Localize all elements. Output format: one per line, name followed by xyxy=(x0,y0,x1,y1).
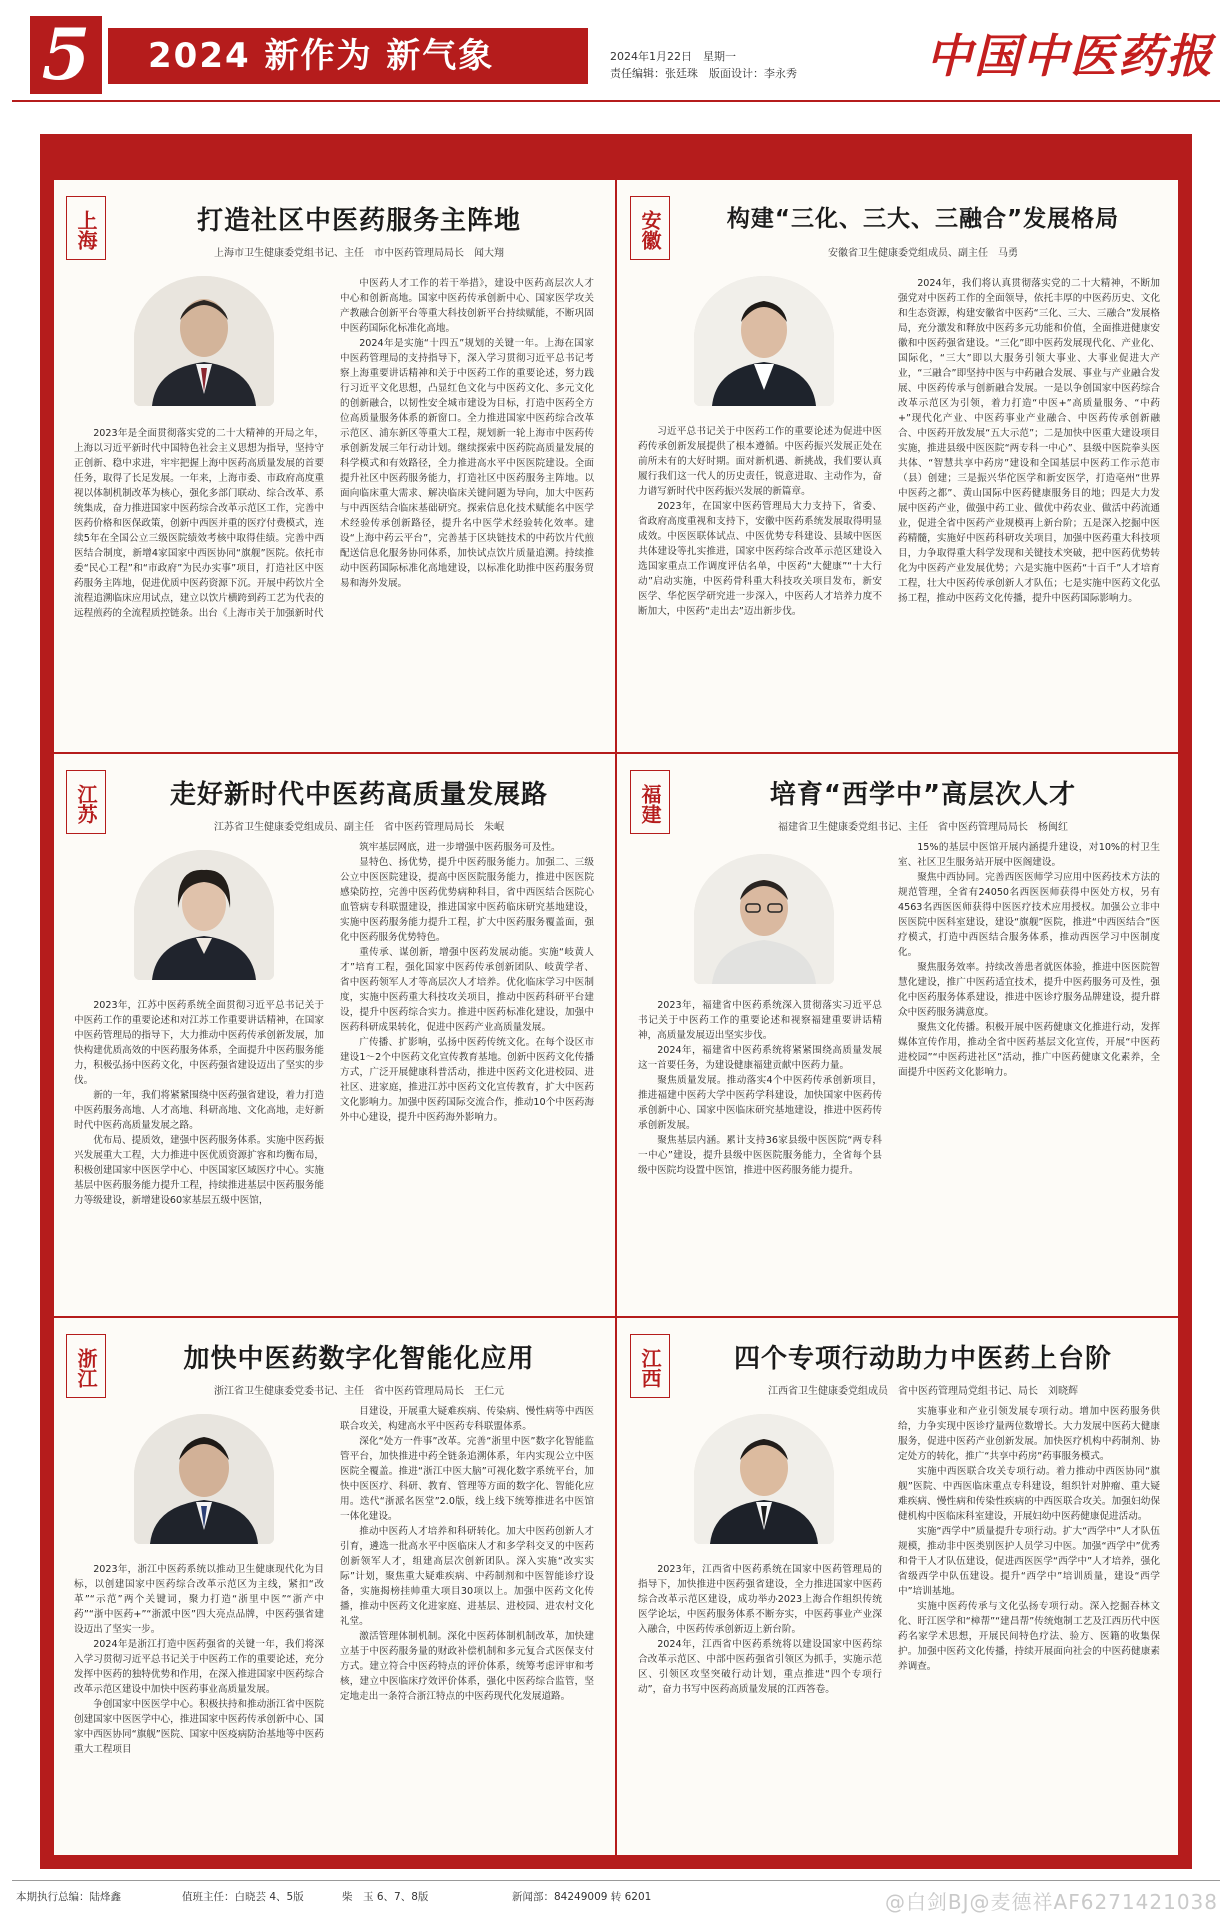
region-tag: 浙江 xyxy=(66,1334,106,1398)
article-byline: 江西省卫生健康委党组成员 省中医药管理局党组书记、局长 刘晓辉 xyxy=(768,1386,1078,1397)
article-shanghai xyxy=(54,180,614,750)
paragraph: 激活管理体制机制。深化中医药体制机制改革，加快建立基于中医药服务量的财政补偿机制和多元复合式医保支付方式。建立符合中医药特点的评价体系，统筹考虑评审和考核，建立中医临床疗效评价体系，强化中医药综合监管，坚定地走出一条符合浙江特点的中医药现代化发展道路。 xyxy=(340,1631,594,1702)
paragraph: 2023年，浙江中医药系统以推动卫生健康现代化为目标，以创建国家中医药综合改革示范区为主线，紧扣“改革”“示范”两个关键词，聚力打造“浙里中医”“浙产中药”“浙中医药+”“浙派中医”四大亮点品牌，中医药强省建设迈出了坚实一步。 xyxy=(74,1564,324,1635)
article-headline: 加快中医药数字化智能化应用 xyxy=(183,1344,535,1374)
paragraph: 目建设，开展重大疑难疾病、传染病、慢性病等中西医联合攻关，构建高水平中医药专科联盟体系。 xyxy=(340,1406,594,1432)
paragraph: 15%的基层中医馆开展内涵提升建设，对10%的村卫生室、社区卫生服务站开展中医阁建设。 xyxy=(898,842,1160,868)
paragraph: 2024年，江西省中医药系统将以建设国家中医药综合改革示范区、中部中医药强省引领区为抓手，实施示范区、引领区攻坚突破行动计划，重点推进“四个专项行动”，奋力书写中医药高质量发展的江西答卷。 xyxy=(638,1639,882,1695)
article-jiangxi xyxy=(618,1318,1178,1855)
page-number: 5 xyxy=(30,16,102,94)
date-line: 2024年1月22日 星期一 xyxy=(610,50,736,63)
paragraph: 新的一年，我们将紧紧围绕中医药强省建设，着力打造中医药服务高地、人才高地、科研高地、文化高地，走好新时代中医药高质量发展之路。 xyxy=(74,1090,324,1131)
author-portrait xyxy=(134,276,274,406)
paragraph: 习近平总书记关于中医药工作的重要论述为促进中医药传承创新发展提供了根本遵循。中医药振兴发展正处在前所未有的大好时期。面对新机遇、新挑战，我们要认真履行我们这一代人的历史责任，锐意进取、主动作为，奋力谱写新时代中医药振兴发展的新篇章。 xyxy=(638,426,882,497)
author-portrait xyxy=(694,854,834,984)
paragraph: 实施中医药传承与文化弘扬专项行动。深入挖掘吞林文化、盱江医学和“樟帮”“建昌帮”传统炮制工艺及江西历代中医药名家学术思想，开展民间特色疗法、验方、医籍的收集保护。加强中医药文化传播，持续开展面向社会的中医药健康素养调查。 xyxy=(898,1601,1160,1672)
article-body-col-1 xyxy=(74,426,324,736)
paragraph: 聚焦中西协同。完善西医医师学习应用中医药技术方法的规范管理，全省有24050名西医医师获得中医处方权，另有4563名西医医师获得中医医疗技术应用授权。加强公立非中医医院中医科室建设，建设“旗舰”医院，推进“中西医结合”医疗模式，打造中西医结合服务体系，推动西医学习中医制度化。 xyxy=(898,872,1160,958)
article-body-col-2 xyxy=(340,840,594,1302)
article-body-col-2 xyxy=(340,1404,594,1844)
portrait-silhouette-icon xyxy=(134,850,274,980)
region-tag: 福建 xyxy=(630,770,670,834)
article-headline: 构建“三化、三大、三融合”发展格局 xyxy=(726,206,1120,232)
portrait-silhouette-icon xyxy=(134,1414,274,1544)
paragraph: 聚焦服务效率。持续改善患者就医体验，推进中医医院智慧化建设，推广中医药适宜技术，提升中医药服务可及性，强化中医药服务体系建设，推进中医诊疗服务品牌建设，提升群众中医药服务满意度。 xyxy=(898,962,1160,1018)
paragraph: 广传播、扩影响，弘扬中医药传统文化。在每个设区市建设1～2个中医药文化宣传教育基地。创新中医药文化传播方式，广泛开展健康科普活动，推进中医药文化进校园、进社区、进家庭，推进江苏中医药文化宣传教育，扩大中医药文化影响力。加强中医药国际交流合作，推动10个中医药海外中心建设，提升中医药海外影响力。 xyxy=(340,1037,594,1123)
watermark-text: @白剑BJ@麦德祥AF6271421038 xyxy=(884,1890,1218,1914)
paragraph: 实施“西学中”质量提升专项行动。扩大“西学中”人才队伍规模，推动非中医类别医护人员学习中医。加强“西学中”优秀和骨干人才队伍建设，促进西医医学“西学中”人才培养，强化省级西学中队伍建设。提升“西学中”培训质量，建设“西学中”培训基地。 xyxy=(898,1526,1160,1597)
portrait-silhouette-icon xyxy=(694,276,834,406)
paper-name-logo: 中国中医药报 xyxy=(926,29,1214,83)
article-body-col-2 xyxy=(898,276,1160,736)
paragraph: 2024年是浙江打造中医药强省的关键一年，我们将深入学习贯彻习近平总书记关于中医药工作的重要论述，充分发挥中医药的独特优势和作用，在深入推进国家中医药综合改革示范区建设中加快中医药事业高质量发展。 xyxy=(74,1639,324,1695)
article-byline: 上海市卫生健康委党组书记、主任 市中医药管理局局长 闻大翔 xyxy=(214,248,504,259)
paragraph: 2023年，福建省中医药系统深入贯彻落实习近平总书记关于中医药工作的重要论述和视察福建重要讲话精神，高质量发展迈出坚实步伐。 xyxy=(638,1000,882,1041)
paragraph: 优布局、提质效，建强中医药服务体系。实施中医药振兴发展重大工程，大力推进中医优质资源扩容和均衡布局，积极创建国家中医医学中心、中医国家区域医疗中心。实施基层中医药服务能力提升工程，持续推进基层中医药服务能力等级建设，新增建设60家基层五级中医馆， xyxy=(74,1135,324,1206)
article-byline: 浙江省卫生健康委党委书记、主任 省中医药管理局局长 王仁元 xyxy=(214,1386,504,1397)
paragraph: 聚焦文化传播。积极开展中医药健康文化推进行动，发挥媒体宣传作用，推动全省中医药基层文化宣传，开展“中医药进校园”“中医药进社区”活动，推广中医药健康文化素养，全面提升中医药文化影响力。 xyxy=(898,1022,1160,1078)
article-body-col-2 xyxy=(340,276,594,736)
article-headline: 打造社区中医药服务主阵地 xyxy=(196,206,521,236)
section-title: 2024 新作为 新气象 xyxy=(108,28,588,84)
feature-panel xyxy=(40,134,1192,1869)
article-jiangsu xyxy=(54,754,614,1314)
paragraph: 2024年，福建省中医药系统将紧紧围绕高质量发展这一首要任务，为建设健康福建贡献中医药力量。 xyxy=(638,1045,882,1071)
paragraph: 重传承、谋创新，增强中医药发展动能。实施“岐黄人才”培育工程，强化国家中医药传承创新团队、岐黄学者、省中医药领军人才等高层次人才培养。优化临床学习中医制度，实施中医药重大科技攻关项目，推动中医药科研平台建设，提升中医药综合实力。推进中医药标准化建设，加强中医药科研成果转化，促进中医药产业高质量发展。 xyxy=(340,947,594,1033)
portrait-silhouette-icon xyxy=(134,276,274,406)
footer-duty-1: 值班主任：白晓芸 4、5版 xyxy=(182,1891,304,1903)
article-anhui xyxy=(618,180,1178,750)
paragraph: 推动中医药人才培养和科研转化。加大中医药创新人才引育，遴选一批高水平中医临床人才和多学科交叉的中医药创新领军人才，组建高层次创新团队。深入实施“改实实际”计划，聚焦重大疑难疾病、中药制剂和中医智能诊疗设备，实施揭榜挂帅重大项目30项以上。加强中医药文化传播，推动中医药文化进家庭、进基层、进校园、进农村文化礼堂。 xyxy=(340,1526,594,1627)
masthead xyxy=(12,8,1220,98)
article-body-col-1 xyxy=(638,998,882,1302)
paragraph: 2023年是全面贯彻落实党的二十大精神的开局之年，上海以习近平新时代中国特色社会主义思想为指导，坚持守正创新、稳中求进，牢牢把握上海中医药高质量发展的首要任务，取得了长足发展。一年来，上海市委、市政府高度重视以体制机制改革为核心，强化多部门联动、综合改革、系统集成，奋力推进国家中医药综合改革示范区工作，完善中医药价格和医保政策，创新中西医并重的医疗付费模式，连续5年在全国公立三级医院绩效考核中取得佳绩。完善中西医结合制度，新增4家国家中西医协同“旗舰”医院。依托市委“民心工程”和“市政府”为民办实事”项目，打造社区中医药服务主阵地，促进优质中医药资源下沉。开展中药饮片全流程追溯临床应用试点，建立以饮片横跨到药工艺为代表的远程煎药的全流程质控链条。出台《上海市关于加强新时代 xyxy=(74,428,324,619)
author-portrait xyxy=(694,1414,834,1544)
paragraph: 实施中西医联合攻关专项行动。着力推动中西医协同“旗舰”医院、中西医临床重点专科建设，组织针对肿瘤、重大疑难疾病、慢性病和传染性疾病的中西医联合攻关。加强妇幼保健机构中医临床科室建设，开展妇幼中医药健康促进活动。 xyxy=(898,1466,1160,1522)
article-headline: 四个专项行动助力中医药上台阶 xyxy=(733,1344,1112,1374)
paragraph: 深化“处方一件事”改革。完善“浙里中医”数字化智能监管平台，加快推进中药全链条追溯体系，年内实现公立中医医院全覆盖。推进“浙江中医大脑”可视化数字系统平台，加快中医医疗、科研、教育、管理等方面的数字化、智能化应用。迭代“浙派名医堂”2.0版，线上线下统筹推进名中医馆一体化建设。 xyxy=(340,1436,594,1522)
article-byline: 江苏省卫生健康委党组成员、副主任 省中医药管理局局长 朱岷 xyxy=(214,822,504,833)
portrait-silhouette-icon xyxy=(694,1414,834,1544)
article-fujian xyxy=(618,754,1178,1314)
footer-duty-2: 柴 玉 6、7、8版 xyxy=(342,1891,429,1903)
center-divider xyxy=(615,180,617,1855)
paragraph: 显特色、扬优势，提升中医药服务能力。加强二、三级公立中医医院建设，提高中医医院服务能力，推进中医医院感染防控，完善中医药优势病种科目，省中西医结合医院心血管病专科联盟建设，推进国家中医药临床研究基地建设，实施中医药服务能力提升工程，扩大中医药服务覆盖面，强化中医药服务优势特色。 xyxy=(340,857,594,943)
paragraph: 2023年，江苏中医药系统全面贯彻习近平总书记关于中医药工作的重要论述和对江苏工作重要讲话精神，在国家中医药管理局的指导下，大力推动中医药传承创新发展，加快构建优质高效的中医药服务体系，全面提升中医药服务能力，积极弘扬中医药文化，中医药强省建设迈出了坚实的步伐。 xyxy=(74,1000,324,1086)
region-tag: 江苏 xyxy=(66,770,106,834)
article-byline: 安徽省卫生健康委党组成员、副主任 马勇 xyxy=(828,248,1018,259)
paragraph: 聚焦质量发展。推动落实4个中医药传承创新项目，推进福建中医药大学中医药学科建设，加快国家中医药传承创新中心、国家中医临床研究基地建设，推进中医药传承创新发展。 xyxy=(638,1075,882,1131)
article-body-col-1 xyxy=(74,998,324,1302)
region-tag: 安徽 xyxy=(630,196,670,260)
article-body-col-1 xyxy=(74,1562,324,1844)
paragraph: 实施事业和产业引领发展专项行动。增加中医药服务供给，力争实现中医诊疗量两位数增长。大力发展中医药大健康服务，促进中医药产业创新发展。加快医疗机构中药制剂、协定处方的转化，推广“共享中药房”药事服务模式。 xyxy=(898,1406,1160,1462)
paragraph: 聚焦基层内涵。累计支持36家县级中医医院“两专科一中心”建设，提升县级中医医院服务能力，全省每个县级中医院均设置中医馆，推进中医药服务能力提升。 xyxy=(638,1135,882,1176)
paragraph: 2023年，江西省中医药系统在国家中医药管理局的指导下，加快推进中医药强省建设，全力推进国家中医药综合改革示范区建设，成功举办2023上海合作组织传统医学论坛，中医药服务体系不断夯实，中医药事业产业深入融合，中医药传承创新迈上新台阶。 xyxy=(638,1564,882,1635)
footer-executive-editor: 本期执行总编：陆烽鑫 xyxy=(16,1891,121,1903)
article-body-col-1 xyxy=(638,1562,882,1844)
article-headline: 培育“西学中”高层次人才 xyxy=(769,780,1077,810)
paragraph: 2023年，在国家中医药管理局大力支持下，省委、省政府高度重视和支持下，安徽中医药系统发展取得明显成效。中医医联体试点、中医优势专科建设、县域中医医共体建设等扎实推进，国家中医药综合改革示范区建设入选国家重点工作调度评估名单，中医药“大健康”“十大行动”启动实施，中医药骨科重大科技攻关项目发布，新安医学、华佗医学研究进一步深入，中医药人才培养力度不断加大，中医药“走出去”迈出新步伐。 xyxy=(638,501,882,617)
masthead-rule xyxy=(12,100,1220,102)
paragraph: 2024年是实施“十四五”规划的关键一年。上海在国家中医药管理局的支持指导下，深入学习贯彻习近平总书记考察上海重要讲话精神和关于中医药工作的重要论述，努力践行习近平文化思想，凸显红色文化与中医药文化、多元文化的创新融合，以韧性安全城市建设为目标，打造中医药全方位高质量服务体系的新窗口。全力推进国家中医药综合改革示范区、浦东新区等重大工程，规划新一轮上海市中医药传承创新发展三年行动计划。继续探索中医药院高质量发展的科学模式和有效路径，全力推进高水平中医医院建设。全面提升社区中医药服务能力，打造社区中医药服务主阵地。以面向临床重大需求、解决临床关键问题为导向，加大中医药与中西医结合临床基础研究。探索信息化技术赋能名中医学术经验传承创新路径，提升名中医学术经验转化效率。建设“上海中药云平台”，完善基于区块链技术的中药饮片代煎配送信息化服务协同体系，加快试点饮片质量追溯。持续推动中医药国际标准化高地建设，以标准化助推中医药服务贸易和海外发展。 xyxy=(340,338,594,589)
article-body-col-2 xyxy=(898,1404,1160,1844)
article-body-col-2 xyxy=(898,840,1160,1302)
issue-meta xyxy=(610,48,797,82)
paragraph: 筑牢基层网底，进一步增强中医药服务可及性。 xyxy=(359,842,561,853)
portrait-silhouette-icon xyxy=(694,854,834,984)
article-body-col-1 xyxy=(638,424,882,736)
region-tag: 江西 xyxy=(630,1334,670,1398)
author-portrait xyxy=(694,276,834,406)
paragraph: 2024年，我们将认真贯彻落实党的二十大精神，不断加强党对中医药工作的全面领导，依托丰厚的中医药历史、文化和生态资源，构建安徽省中医药“三化、三大、三融合”发展格局，充分激发和释放中医药多元功能和价值，全面推进健康安徽和中医药强省建设。“三化”即中医药发展现代化、产业化、国际化，“三大”即以大服务引领大事业、大事业促进大产业，“三融合”即坚持中医与中药融合发展、事业与产业融合发展、中医药传承与创新融合发展。一是以争创国家中医药综合改革示范区为引领，着力打造“中医+”高质量服务、“中药+”现代化产业、中医药事业产业融合、中医药传承创新融合、中医药开放发展“五大示范”；二是加快中医重大建设项目实施，推进县级中医医院“两专科一中心”、县级中医院拳头医共体、“智慧共享中药房”建设和全国基层中医药工作示范市（县）创建；三是振兴华佗医学和新安医学，打造亳州“世界中医药之都”、黄山国际中医药健康服务目的地；四是大力发展中医药产业，做强中药工业、做优中药农业、做活中药流通业，促进全省中医药产业规模再上新台阶；五是深入挖掘中医药精髓，实施好中医药科研攻关项目，加强中医药重大科技项目，力争取得重大科学发现和关键技术突破，把中医药优势转化为中医药产业发展优势；六是实施中医药“十百千”人才培育工程，壮大中医药传承创新人才队伍；七是实施中医药文化弘扬工程，推动中医药文化传播，提升中医药国际影响力。 xyxy=(898,278,1160,604)
author-portrait xyxy=(134,850,274,980)
article-headline: 走好新时代中医药高质量发展路 xyxy=(169,780,548,810)
article-byline: 福建省卫生健康委党组书记、主任 省中医药管理局局长 杨闽红 xyxy=(778,822,1068,833)
footer-newsroom: 新闻部：84249009 转 6201 xyxy=(512,1891,652,1903)
region-tag: 上海 xyxy=(66,196,106,260)
article-zhejiang xyxy=(54,1318,614,1855)
staff-line: 责任编辑：张廷珠 版面设计：李永秀 xyxy=(610,67,797,80)
feature-panel-inner xyxy=(54,180,1178,1855)
paragraph: 争创国家中医医学中心。积极扶持和推动浙江省中医院创建国家中医医学中心，推进国家中医药传承创新中心、国家中西医协同“旗舰”医院、国家中医疫病防治基地等中医药重大工程项目 xyxy=(74,1699,324,1755)
paragraph: 中医药人才工作的若干举措》，建设中医药高层次人才中心和创新高地。国家中医药传承创新中心、国家医学攻关产教融合创新平台等重大科技创新平台持续赋能，不断巩固中医药国际化标准化高地。 xyxy=(340,278,594,334)
author-portrait xyxy=(134,1414,274,1544)
